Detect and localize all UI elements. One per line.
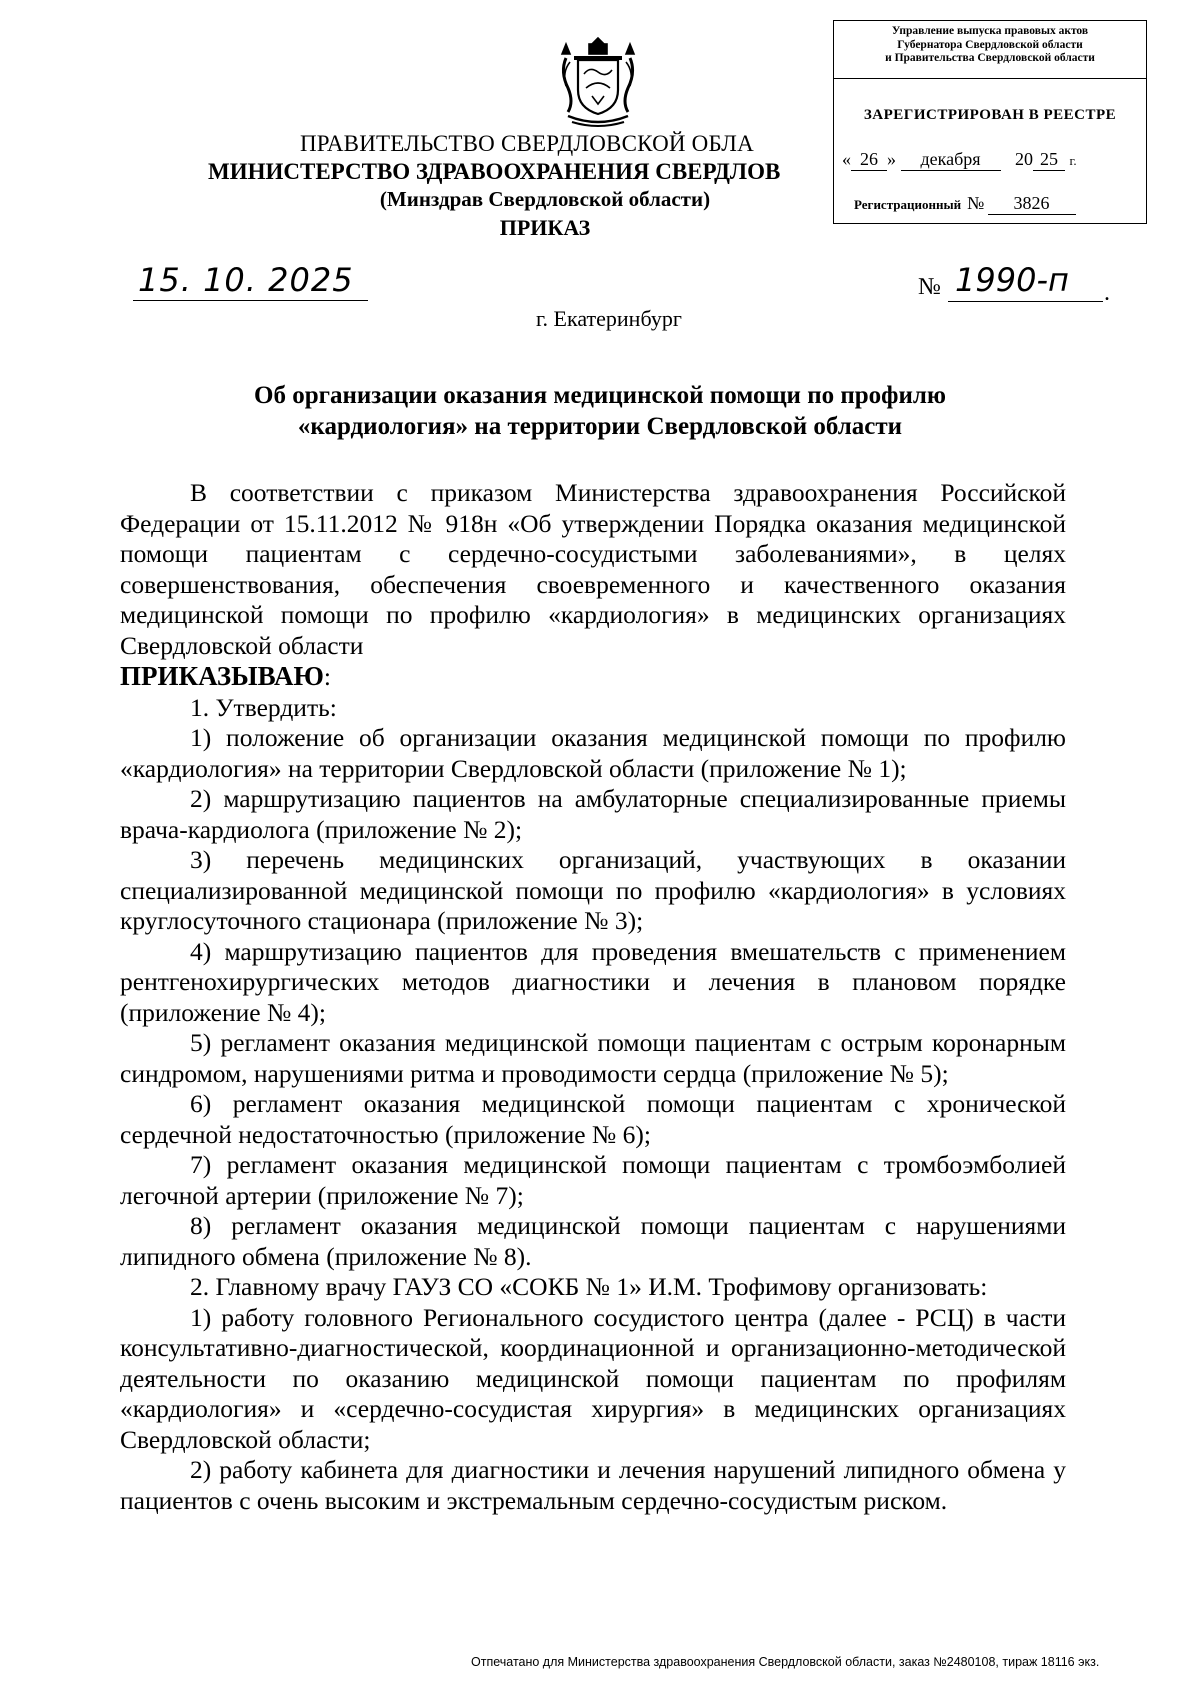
stamp-day: 26: [851, 149, 887, 171]
print-footer: Отпечатано для Министерства здравоохранения Свердловской области, заказ №2480108, тираж 18116 экз.: [471, 1655, 1100, 1669]
stamp-number-sign: №: [967, 193, 985, 213]
stamp-issuer-line: и Правительства Свердловской области: [885, 52, 1095, 64]
stamp-year-suffix: 25: [1033, 149, 1065, 171]
list-item: 2. Главному врачу ГАУЗ СО «СОКБ № 1» И.М. Трофимову организовать:: [190, 1272, 988, 1301]
list-item: 2) маршрутизацию пациентов на амбулаторные специализированные приемы врача-кардиолога (приложение № 2);: [120, 784, 1066, 844]
document-type: ПРИКАЗ: [499, 215, 591, 240]
stamp-quote-close: »: [887, 149, 896, 169]
city-name: г. Екатеринбург: [536, 306, 682, 331]
coat-of-arms-emblem: [548, 32, 648, 130]
order-colon: :: [323, 662, 331, 691]
order-number-sign: №: [918, 274, 941, 300]
stamp-year-prefix: 20: [1015, 149, 1033, 169]
list-item: 2) работу кабинета для диагностики и лечения нарушений липидного обмена у пациентов с очень высоким и экстремальным сердечно-сосудистым риском.: [120, 1455, 1066, 1515]
stamp-issuer: [834, 21, 1146, 79]
list-item: 3) перечень медицинских организаций, участвующих в оказании специализированной медицинской помощи по профилю «кардиология» в условиях круглосуточного стационара (приложение № 3);: [120, 845, 1066, 935]
number-underline: [948, 301, 1103, 302]
order-number-dot: .: [1104, 280, 1110, 306]
document-body: [120, 478, 1066, 1516]
preamble-paragraph: В соответствии с приказом Министерства здравоохранения Российской Федерации от 15.11.2012 № 918н «Об утверждении Порядка оказания медицинской помощи пациентам с сердечно-сосудистыми заболеваниями», в целях совершенствования, обеспечения своевременного и качественного оказания медицинской помощи по профилю «кардиология» в медицинских организациях Свердловской области: [120, 478, 1066, 660]
order-word: ПРИКАЗЫВАЮ: [120, 661, 324, 691]
document-title: [200, 380, 1000, 442]
stamp-reg-value: 3826: [988, 193, 1076, 215]
registration-stamp: [833, 20, 1147, 224]
stamp-issuer-line: Губернатора Свердловской области: [897, 38, 1083, 51]
stamp-quote-open: «: [842, 149, 851, 169]
stamp-year-unit: г.: [1069, 153, 1077, 168]
stamp-reg-label: Регистрационный: [854, 197, 962, 212]
order-date-handwritten: 15. 10. 2025: [138, 261, 354, 299]
list-item: 1) положение об организации оказания медицинской помощи по профилю «кардиология» на территории Свердловской области (приложение № 1);: [120, 723, 1066, 783]
government-name: ПРАВИТЕЛЬСТВО СВЕРДЛОВСКОЙ ОБЛА: [300, 131, 754, 156]
list-item: 8) регламент оказания медицинской помощи пациентам с нарушениями липидного обмена (приложение № 8).: [120, 1211, 1066, 1271]
stamp-registered-label: ЗАРЕГИСТРИРОВАН В РЕЕСТРЕ: [863, 107, 1117, 123]
stamp-issuer-line: Управление выпуска правовых актов: [891, 25, 1089, 37]
list-item: 7) регламент оказания медицинской помощи пациентам с тромбоэмболией легочной артерии (приложение № 7);: [120, 1150, 1066, 1210]
list-item: 1. Утвердить:: [190, 692, 337, 722]
title-line: «кардиология» на территории Свердловской области: [297, 413, 903, 440]
order-number-handwritten: 1990-п: [955, 261, 1069, 299]
list-item: 4) маршрутизацию пациентов для проведения вмешательств с применением рентгенохирургических методов диагностики и лечения в плановом порядке (приложение № 4);: [120, 936, 1066, 1027]
list-item: 1) работу головного Регионального сосудистого центра (далее - РСЦ) в части консультативно-диагностической, координационной и организационно-методической деятельности по оказанию медицинской помощи пациентам по профилям «кардиология» и «сердечно-сосудистая хирургия» в медицинских организациях Свердловской области;: [120, 1302, 1066, 1454]
title-line: Об организации оказания медицинской помощи по профилю: [254, 382, 946, 409]
order-directive: [120, 661, 1066, 693]
ministry-name: МИНИСТЕРСТВО ЗДРАВООХРАНЕНИЯ СВЕРДЛОВ: [208, 159, 781, 184]
stamp-month: декабря: [901, 149, 1001, 171]
stamp-reg-number: [854, 193, 1076, 215]
list-item: 5) регламент оказания медицинской помощи пациентам с острым коронарным синдромом, нарушениями ритма и проводимости сердца (приложение № 5);: [120, 1028, 1066, 1088]
list-item: 6) регламент оказания медицинской помощи пациентам с хронической сердечной недостаточностью (приложение № 6);: [120, 1089, 1066, 1149]
date-underline: [133, 300, 368, 301]
stamp-date: [842, 149, 1142, 171]
ministry-short-name: (Минздрав Свердловской области): [379, 187, 711, 211]
